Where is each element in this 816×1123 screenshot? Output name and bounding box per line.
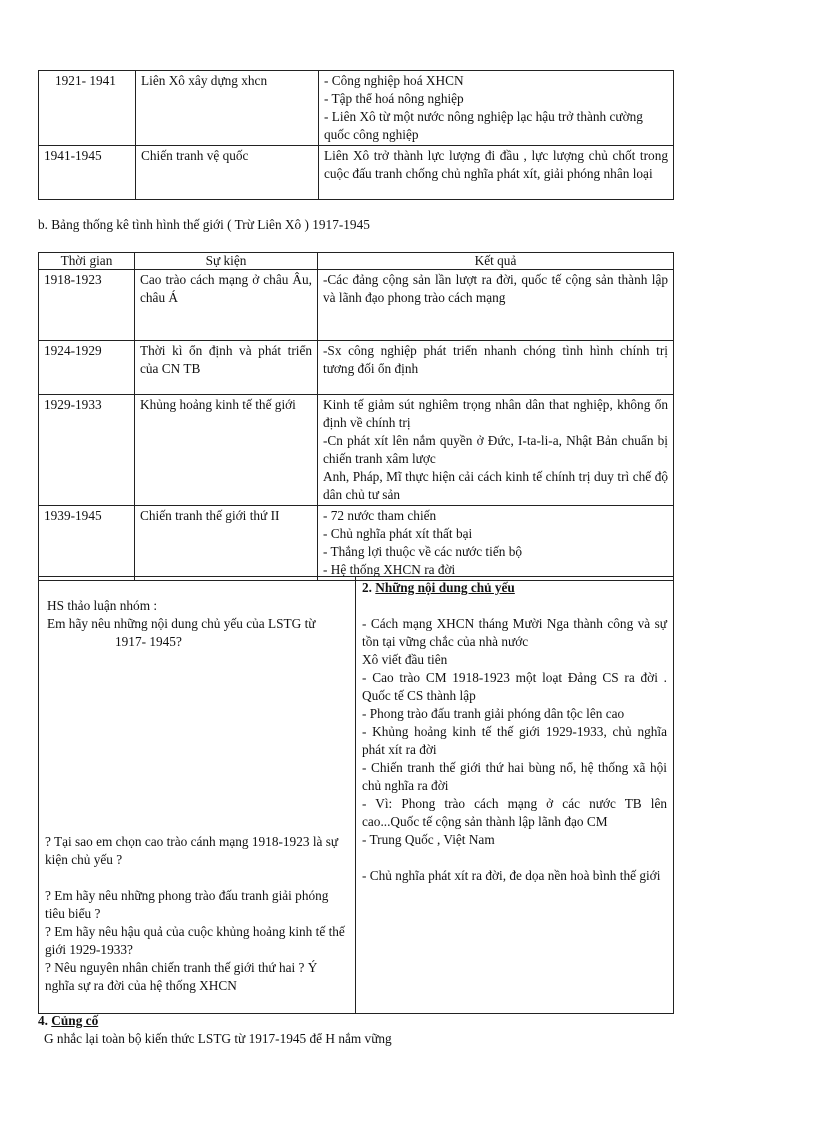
table-row <box>39 395 674 506</box>
main-content-cell <box>356 577 674 1014</box>
discussion-intro-block <box>47 597 347 651</box>
question-item: ? Nêu nguyên nhân chiến tranh thế giới thứ hai ? Ý nghĩa sự ra đời của hệ thống XHCN <box>45 960 318 993</box>
table-row <box>39 577 674 1014</box>
table-row <box>39 270 674 341</box>
teacher-questions-cell <box>39 577 356 1014</box>
column-header: Thời gian <box>39 253 135 270</box>
column-header: Kết quả <box>318 253 674 270</box>
consolidation-number: 4. <box>38 1013 52 1028</box>
content-item: - Khủng hoảng kinh tế thế giới 1929-1933, chủ nghĩa phát xít ra đời <box>362 724 667 757</box>
table-row <box>39 506 674 581</box>
result-cell <box>318 341 674 395</box>
consolidation-title: Củng cố <box>51 1013 99 1028</box>
section-number: 2. <box>362 580 376 595</box>
result-cell <box>318 270 674 341</box>
content-item: Xô viết đầu tiên <box>362 652 448 667</box>
question-line: 1917- 1945? <box>115 634 182 649</box>
section-caption: b. Bảng thống kê tình hình thế giới ( Trừ Liên Xô ) 1917-1945 <box>38 217 370 232</box>
result-cell <box>318 506 674 581</box>
period-cell: 1941-1945 <box>39 146 136 200</box>
question-item: ? Tại sao em chọn cao trào cánh mạng 1918-1923 là sự kiện chủ yếu ? <box>45 834 339 867</box>
period-cell: 1924-1929 <box>39 341 135 395</box>
event-cell: Thời kì ổn định và phát triển của CN TB <box>135 341 318 395</box>
question-block <box>45 833 347 995</box>
result-line: - Chủ nghĩa phát xít thất bại <box>323 526 473 541</box>
result-line: -Các đảng cộng sản lần lượt ra đời, quốc tế cộng sản thành lập và lãnh đạo phong trào cách mạng <box>323 272 668 305</box>
event-cell: Chiến tranh vệ quốc <box>136 146 319 200</box>
result-line: Liên Xô trở thành lực lượng đi đầu , lực lượng chủ chốt trong cuộc đấu tranh chống chủ nghĩa phát xít, giải phóng nhân loại <box>324 148 668 181</box>
result-line: -Cn phát xít lên nắm quyền ở Đức, I-ta-li-a, Nhật Bản chuẩn bị chiến tranh xâm lược <box>323 433 668 466</box>
result-line: - Công nghiệp hoá XHCN <box>324 73 464 88</box>
content-item: - Chủ nghĩa phát xít ra đời, đe dọa nền hoà bình thế giới <box>362 868 661 883</box>
result-cell <box>319 146 674 200</box>
result-line: Kinh tế giảm sút nghiêm trọng nhân dân that nghiệp, không ổn định về chính trị <box>323 397 668 430</box>
result-line: Anh, Pháp, Mĩ thực hiện cải cách kinh tế chính trị duy trì chế độ dân chủ tư sản <box>323 469 668 502</box>
content-item: - Trung Quốc , Việt Nam <box>362 832 495 847</box>
world-situation-table <box>38 252 674 581</box>
table-row <box>39 71 674 146</box>
column-header: Sự kiện <box>135 253 318 270</box>
content-item: - Vì: Phong trào cách mạng ở các nước TB lên cao...Quốc tế cộng sản thành lập lãnh đạo CM <box>362 796 667 829</box>
period-cell: 1921- 1941 <box>39 71 136 146</box>
event-cell: Liên Xô xây dựng xhcn <box>136 71 319 146</box>
result-line: - Thắng lợi thuộc về các nước tiến bộ <box>323 544 522 559</box>
result-line: -Sx công nghiệp phát triển nhanh chóng tình hình chính trị tương đối ổn định <box>323 343 668 376</box>
content-item: - Cao trào CM 1918-1923 một loạt Đảng CS ra đời . Quốc tế CS thành lập <box>362 670 667 703</box>
event-cell: Chiến tranh thế giới thứ II <box>135 506 318 581</box>
table-header-row <box>39 253 674 270</box>
result-line: - Liên Xô từ một nước nông nghiệp lạc hậu trở thành cường quốc công nghiệp <box>324 109 643 142</box>
period-cell: 1918-1923 <box>39 270 135 341</box>
result-line: - Tập thể hoá nông nghiệp <box>324 91 464 106</box>
table-row <box>39 341 674 395</box>
question-item: ? Em hãy nêu những phong trào đấu tranh giải phóng tiêu biểu ? <box>45 888 329 921</box>
period-cell: 1929-1933 <box>39 395 135 506</box>
table-row <box>39 146 674 200</box>
result-cell <box>318 395 674 506</box>
soviet-summary-table <box>38 70 674 200</box>
period-cell: 1939-1945 <box>39 506 135 581</box>
event-cell: Khủng hoảng kinh tế thế giới <box>135 395 318 506</box>
content-item: - Cách mạng XHCN tháng Mười Nga thành công và sự tồn tại vững chắc của nhà nước <box>362 616 667 649</box>
section-heading <box>362 579 667 597</box>
content-item: - Chiến tranh thế giới thứ hai bùng nổ, hệ thống xã hội chủ nghĩa ra đời <box>362 760 667 793</box>
consolidation-text: G nhắc lại toàn bộ kiến thức LSTG từ 1917-1945 để H nắm vững <box>44 1031 392 1046</box>
event-cell: Cao trào cách mạng ở châu Âu, châu Á <box>135 270 318 341</box>
content-item: - Phong trào đấu tranh giải phóng dân tộc lên cao <box>362 706 625 721</box>
result-cell <box>319 71 674 146</box>
consolidation-heading <box>38 1012 98 1030</box>
section-title: Những nội dung chủ yếu <box>375 580 515 595</box>
discussion-intro: HS thảo luận nhóm : <box>47 598 158 613</box>
question-line: Em hãy nêu những nội dung chủ yếu của LSTG từ <box>47 616 316 631</box>
result-line: - Hệ thống XHCN ra đời <box>323 562 456 577</box>
result-line: - 72 nước tham chiến <box>323 508 437 523</box>
question-item: ? Em hãy nêu hậu quả của cuộc khủng hoảng kinh tế thế giới 1929-1933? <box>45 924 345 957</box>
discussion-table <box>38 576 674 1014</box>
